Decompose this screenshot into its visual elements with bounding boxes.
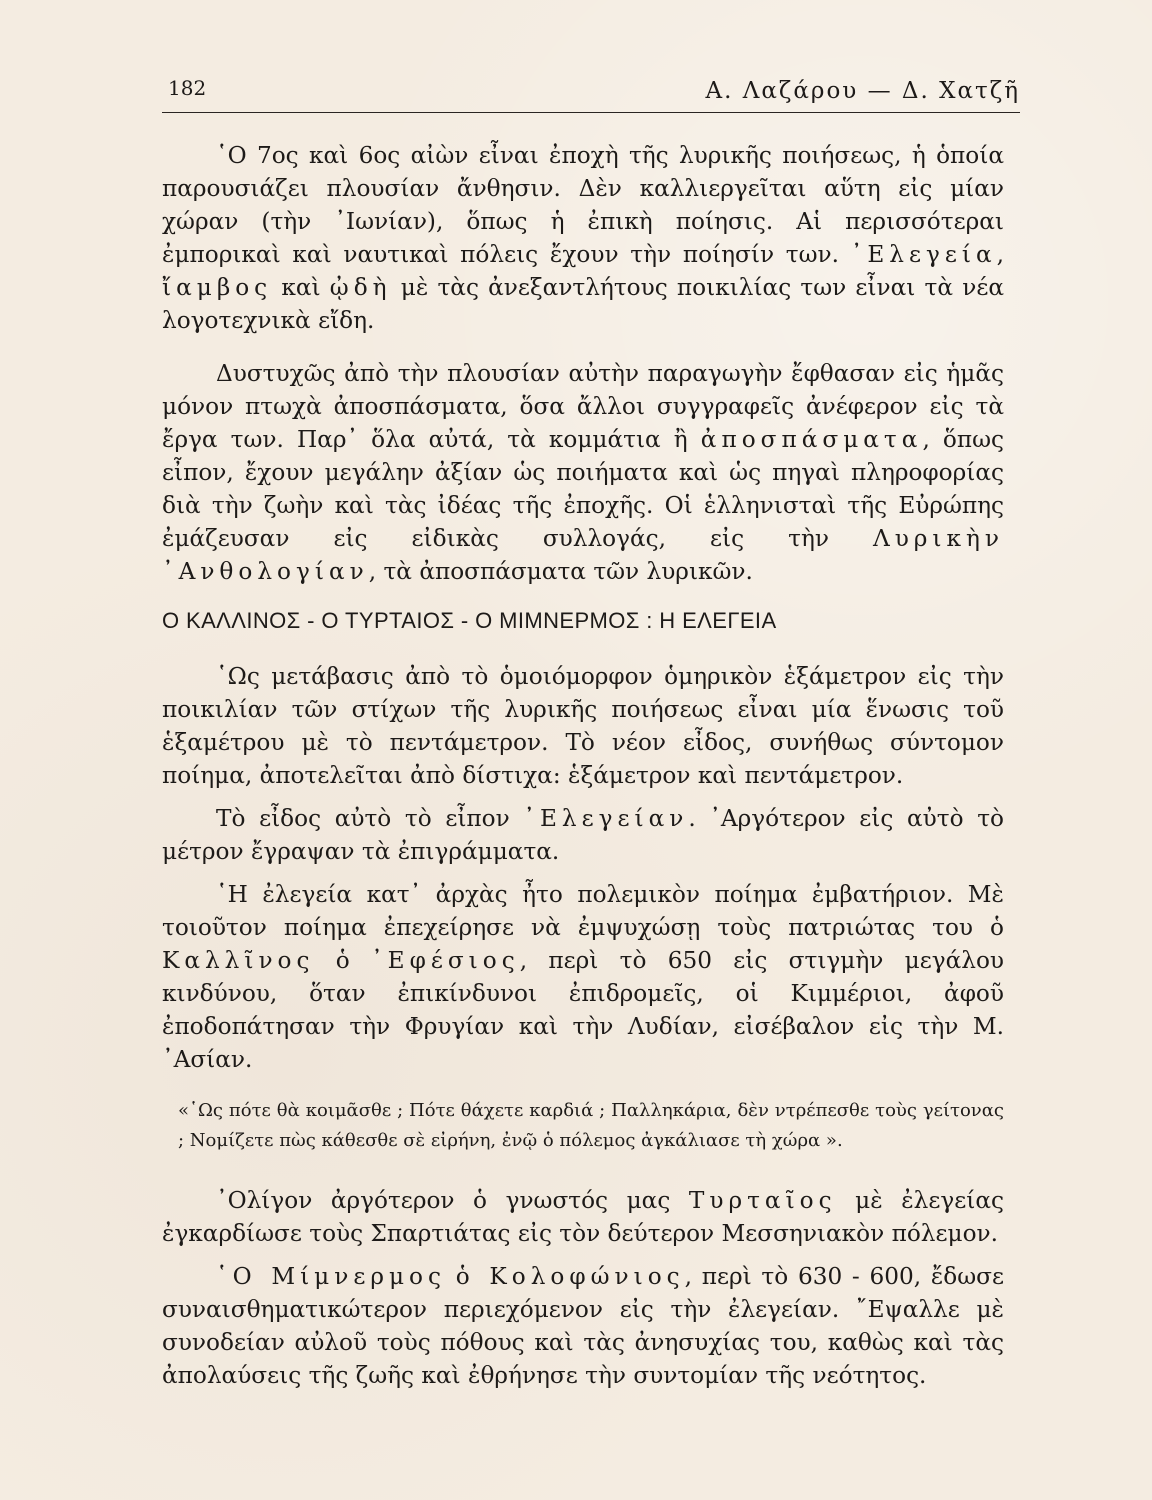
- paragraph-elegy-definition: ῾Ως μετάβασις ἀπὸ τὸ ὁμοιόμορφον ὁμηρικὸν ἑξάμετρον εἰς τὴν ποικιλίαν τῶν στίχων τῆς λυρικῆς ποιήσεως εἶναι μία ἕνωσις τοῦ ἑξαμέτρου μὲ τὸ πεντάμετρον. Τὸ νέον εἶδος, συνήθως σύντομον ποίημα, ἀποτελεῖται ἀπὸ δίστιχα: ἑξάμετρον καὶ πεντάμετρον.: [162, 663, 1004, 789]
- paragraph-fragments: Δυστυχῶς ἀπὸ τὴν πλουσίαν αὐτὴν παραγωγὴν ἔφθασαν εἰς ἡμᾶς μόνον πτωχὰ ἀποσπάσματα, ὅσα ἄλλοι συγγραφεῖς ἀνέφερον εἰς τὰ ἔργα των. Παρ᾿ ὅλα αὐτά, τὰ κομμάτια ἢ ἀποσπάσματα, ὅπως εἶπον, ἔχουν μεγάλην ἀξίαν ὡς ποιήματα καὶ ὡς πηγαὶ πληροφορίας διὰ τὴν ζωὴν καὶ τὰς ἰδέας τῆς ἐποχῆς. Οἱ ἑλληνισταὶ τῆς Εὐρώπης ἐμάζευσαν εἰς εἰδικὰς συλλογάς, εἰς τὴν Λυρικὴν ᾿Ανθολογίαν, τὰ ἀποσπάσματα τῶν λυρικῶν.: [162, 360, 1004, 585]
- paragraph-kallinos: ῾Η ἐλεγεία κατ᾿ ἀρχὰς ἦτο πολεμικὸν ποίημα ἐμβατήριον. Μὲ τοιοῦτον ποίημα ἐπεχείρησε νὰ ἐμψυχώσῃ τοὺς πατριώτας του ὁ Καλλῖνος ὁ ᾿Εφέσιος, περὶ τὸ 650 εἰς στιγμὴν μεγάλου κινδύνου, ὅταν ἐπικίνδυνοι ἐπιδρομεῖς, οἱ Κιμμέριοι, ἀφοῦ ἐποδοπάτησαν τὴν Φρυγίαν καὶ τὴν Λυδίαν, εἰσέβαλον εἰς τὴν Μ. ᾿Ασίαν.: [162, 881, 1004, 1073]
- running-head: Α. Λαζάρου — Δ. Χατζῆ: [705, 78, 1020, 104]
- page-number: 182: [168, 76, 207, 100]
- page-header: [162, 70, 1020, 113]
- paragraph-elegy-name: Τὸ εἶδος αὐτὸ τὸ εἶπον ᾿Ελεγείαν. ᾿Αργότερον εἰς αὐτὸ τὸ μέτρον ἔγραψαν τὰ ἐπιγράμματα.: [162, 805, 1004, 865]
- paragraph-mimnermos: ῾Ο Μίμνερμος ὁ Κολοφώνιος, περὶ τὸ 630 - 600, ἔδωσε συναισθηματικώτερον περιεχόμενον εἰς τὴν ἐλεγείαν. ῎Εψαλλε μὲ συνοδείαν αὐλοῦ τοὺς πόθους καὶ τὰς ἀνησυχίας του, καθὼς καὶ τὰς ἀπολαύσεις τῆς ζωῆς καὶ ἐθρήνησε τὴν συντομίαν τῆς νεότητος.: [162, 1263, 1004, 1389]
- paragraph-tyrtaios: ᾿Ολίγον ἀργότερον ὁ γνωστός μας Τυρταῖος μὲ ἐλεγείας ἐγκαρδίωσε τοὺς Σπαρτιάτας εἰς τὸν δεύτερον Μεσσηνιακὸν πόλεμον.: [162, 1187, 1005, 1247]
- quote-block: «῾Ως πότε θὰ κοιμᾶσθε ; Πότε θάχετε καρδιά ; Παλληκάρια, δὲν ντρέπεσθε τοὺς γείτονας ; Νομίζετε πὼς κάθεσθε σὲ εἰρήνη, ἐνῷ ὁ πόλεμος ἀγκάλιασε τὴ χώρα ».: [178, 1100, 1004, 1151]
- section-heading: Ο ΚΑΛΛΙΝΟΣ - Ο ΤΥΡΤΑΙΟΣ - Ο ΜΙΜΝΕΡΜΟΣ : Η ΕΛΕΓΕΙΑ: [162, 608, 777, 633]
- paragraph-intro: ῾Ο 7ος καὶ 6ος αἰὼν εἶναι ἐποχὴ τῆς λυρικῆς ποιήσεως, ἡ ὁποία παρουσιάζει πλουσίαν ἄνθησιν. Δὲν καλλιεργεῖται αὕτη εἰς μίαν χώραν (τὴν ᾿Ιωνίαν), ὅπως ἡ ἐπικὴ ποίησις. Αἱ περισσότεραι ἐμπορικαὶ καὶ ναυτικαὶ πόλεις ἔχουν τὴν ποίησίν των. ᾿Ελεγεία, ἴαμβος καὶ ᾠδὴ μὲ τὰς ἀνεξαντλήτους ποικιλίας των εἶναι τὰ νέα λογοτεχνικὰ εἴδη.: [162, 142, 1004, 334]
- page-content: [162, 139, 1004, 1392]
